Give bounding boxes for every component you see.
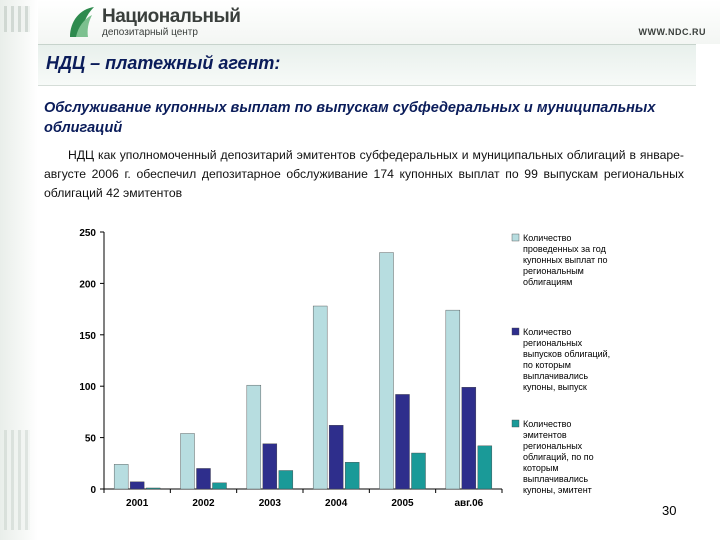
bar-series2-2001	[130, 482, 144, 489]
legend-label-series2: Количество	[523, 327, 572, 337]
bar-series3-2004	[345, 462, 359, 489]
slide-subtitle: Обслуживание купонных выплат по выпускам субфедеральных и муниципальных облигаций	[44, 100, 656, 136]
x-tick-label: 2001	[126, 498, 149, 509]
x-tick-label: 2003	[258, 498, 281, 509]
legend-label-series2: купоны, выпуск	[523, 382, 587, 392]
y-tick-label: 250	[79, 228, 96, 239]
decorative-building-strip	[0, 0, 38, 540]
legend-label-series3: региональных	[523, 441, 583, 451]
x-tick-label: 2004	[325, 498, 348, 509]
x-tick-label: 2005	[391, 498, 414, 509]
coupon-payments-bar-chart	[60, 224, 700, 524]
title-banner	[38, 44, 696, 86]
decorative-column-image	[4, 6, 30, 32]
bar-series2-2005	[396, 394, 410, 489]
legend-swatch-series2	[512, 328, 519, 335]
bar-series2-авг.06	[462, 387, 476, 489]
body-paragraph: НДЦ как уполномоченный депозитарий эмитентов субфедеральных и муниципальных облигаций в январе-августе 2006 г. обеспечил депозитарное обслуживание 174 купонных выплат по 99 выпускам региональных облигаций 42 эмитентов	[44, 148, 684, 200]
bar-series1-2005	[380, 253, 394, 489]
legend-label-series3: облигаций, по по	[523, 452, 594, 462]
ndc-logo-icon	[66, 5, 98, 39]
bar-series1-2003	[247, 385, 261, 489]
bar-series3-2002	[213, 483, 227, 489]
legend-label-series2: региональных	[523, 338, 583, 348]
legend-swatch-series3	[512, 420, 519, 427]
legend-label-series1: региональным	[523, 266, 584, 276]
bar-series2-2004	[329, 425, 343, 489]
bar-series1-2001	[114, 464, 128, 489]
legend-label-series3: Количество	[523, 419, 572, 429]
page-title: НДЦ – платежный агент:	[46, 53, 281, 73]
x-tick-label: 2002	[192, 498, 215, 509]
legend-label-series1: облигациям	[523, 277, 573, 287]
legend-label-series1: купонных выплат по	[523, 255, 608, 265]
bar-series3-2001	[146, 488, 160, 489]
y-tick-label: 150	[79, 330, 96, 342]
bar-series3-2003	[279, 470, 293, 489]
bar-series1-авг.06	[446, 310, 460, 489]
x-tick-label: авг.06	[454, 498, 484, 509]
bar-series3-авг.06	[478, 446, 492, 489]
bar-series1-2002	[181, 433, 195, 489]
legend-label-series3: выплачивались	[523, 474, 589, 484]
legend-label-series1: Количество	[523, 233, 572, 243]
y-tick-label: 0	[90, 485, 96, 496]
bar-series1-2004	[313, 306, 327, 489]
decorative-building-image	[4, 430, 30, 530]
y-tick-label: 50	[84, 433, 96, 445]
legend-label-series3: купоны, эмитент	[523, 485, 592, 495]
legend-label-series2: выплачивались	[523, 371, 589, 381]
legend-label-series2: выпусков облигаций,	[523, 349, 611, 359]
y-tick-label: 100	[79, 382, 96, 394]
bar-series2-2002	[197, 468, 211, 489]
legend-label-series3: эмитентов	[523, 430, 567, 440]
page-number: 30	[662, 503, 677, 518]
site-url[interactable]: WWW.NDC.RU	[638, 27, 706, 37]
bar-series2-2003	[263, 444, 277, 489]
legend-label-series1: проведенных за год	[523, 244, 606, 254]
legend-swatch-series1	[512, 234, 519, 241]
y-tick-label: 200	[79, 279, 96, 291]
logo-subtitle: депозитарный центр	[102, 27, 198, 38]
legend-label-series3: которым	[523, 463, 559, 473]
header-bar	[38, 0, 720, 44]
logo-name: Национальный	[102, 6, 241, 27]
legend-label-series2: по которым	[523, 360, 571, 370]
bar-series3-2005	[412, 453, 426, 489]
